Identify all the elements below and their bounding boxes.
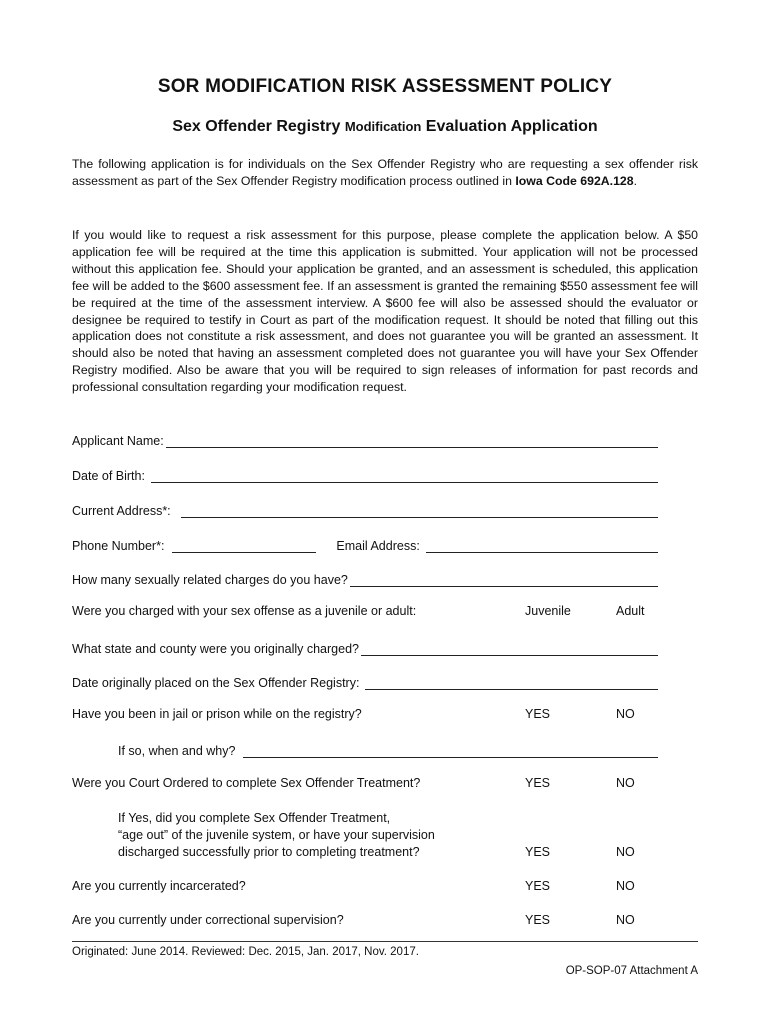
supervision-question: Are you currently under correctional supervision?: [72, 913, 344, 927]
supervision-no-option[interactable]: NO: [616, 913, 635, 927]
charges-field[interactable]: [350, 573, 658, 587]
intro-end: .: [633, 173, 638, 188]
court-ordered-no-option[interactable]: NO: [616, 776, 635, 790]
document-title: SOR MODIFICATION RISK ASSESSMENT POLICY: [157, 76, 613, 97]
juvenile-option[interactable]: Juvenile: [525, 604, 571, 618]
jail-question: Have you been in jail or prison while on the registry?: [72, 707, 362, 721]
address-field[interactable]: [181, 504, 658, 518]
subtitle-part3: Evaluation Application: [421, 118, 598, 135]
incarcerated-no-option[interactable]: NO: [616, 879, 635, 893]
dob-row: [72, 465, 658, 483]
juvenile-adult-question: Were you charged with your sex offense as a juvenile or adult:: [72, 604, 417, 618]
subtitle-part1: Sex Offender Registry: [172, 118, 345, 135]
footer-originated: Originated: June 2014. Reviewed: Dec. 2015, Jan. 2017, Nov. 2017.: [72, 946, 419, 958]
applicant-name-field[interactable]: [166, 434, 658, 448]
intro-text: The following application is for individuals on the Sex Offender Registry who are requesting a sex offender risk assessment as part of the Sex Offender Registry modification process outlined in: [72, 157, 698, 188]
incarcerated-question: Are you currently incarcerated?: [72, 879, 246, 893]
completed-treatment-question: [118, 810, 435, 861]
date-placed-row: [72, 672, 658, 690]
adult-option[interactable]: Adult: [616, 604, 645, 618]
charges-row: [72, 569, 658, 587]
completed-line2: “age out” of the juvenile system, or have your supervision: [118, 828, 435, 842]
completed-no-option[interactable]: NO: [616, 845, 635, 859]
when-why-row: [118, 740, 658, 758]
court-ordered-question: Were you Court Ordered to complete Sex Offender Treatment?: [72, 776, 421, 790]
email-label: Email Address:: [336, 539, 420, 553]
when-why-field[interactable]: [243, 744, 658, 758]
phone-email-row: [72, 535, 658, 553]
intro-paragraph: [72, 156, 698, 190]
fee-paragraph: If you would like to request a risk assessment for this purpose, please complete the application below. A $50 application fee will be required at the time this application is submitted. Your application will not be processed without this application fee. Should your application be granted, and an assessment is scheduled, this application fee will be added to the $600 assessment fee. If an assessment is granted the remaining $550 assessment fee will be required at the time of the assessment interview. A $600 fee will also be assessed should the evaluator or designee be required to testify in Court as part of the modification request. It should be noted that filling out this application does not constitute a risk assessment, and does not guarantee you will be granted an assessment. It should also be noted that having an assessment completed does not guarantee you will have your Sex Offender Registry modified. Also be aware that you will be required to sign releases of information for past records and professional consultation regarding your modification request.: [72, 228, 698, 395]
completed-line1: If Yes, did you complete Sex Offender Treatment,: [118, 811, 391, 825]
charges-label: How many sexually related charges do you have?: [72, 573, 348, 587]
date-placed-field[interactable]: [365, 676, 658, 690]
state-county-row: [72, 638, 658, 656]
footer-divider: [72, 941, 698, 942]
phone-field[interactable]: [172, 539, 316, 553]
court-ordered-yes-option[interactable]: YES: [525, 776, 551, 790]
applicant-name-label: Applicant Name:: [72, 434, 164, 448]
completed-line3: discharged successfully prior to completing treatment?: [118, 845, 420, 859]
state-county-label: What state and county were you originally charged?: [72, 642, 359, 656]
incarcerated-yes-option[interactable]: YES: [525, 879, 551, 893]
supervision-yes-option[interactable]: YES: [525, 913, 551, 927]
dob-field[interactable]: [151, 469, 658, 483]
intro-code: Iowa Code 692A.128: [515, 173, 634, 188]
when-why-label: If so, when and why?: [118, 744, 236, 758]
completed-yes-option[interactable]: YES: [525, 845, 551, 859]
jail-no-option[interactable]: NO: [616, 707, 635, 721]
document-subtitle: [0, 118, 770, 136]
footer-attachment: OP-SOP-07 Attachment A: [565, 965, 698, 977]
address-label: Current Address*:: [72, 504, 171, 518]
dob-label: Date of Birth:: [72, 469, 145, 483]
address-row: [72, 500, 658, 518]
phone-label: Phone Number*:: [72, 539, 165, 553]
subtitle-part2: Modification: [344, 119, 422, 134]
email-field[interactable]: [426, 539, 658, 553]
date-placed-label: Date originally placed on the Sex Offender Registry:: [72, 676, 360, 690]
state-county-field[interactable]: [361, 642, 658, 656]
jail-yes-option[interactable]: YES: [525, 707, 551, 721]
applicant-name-row: [72, 430, 658, 448]
